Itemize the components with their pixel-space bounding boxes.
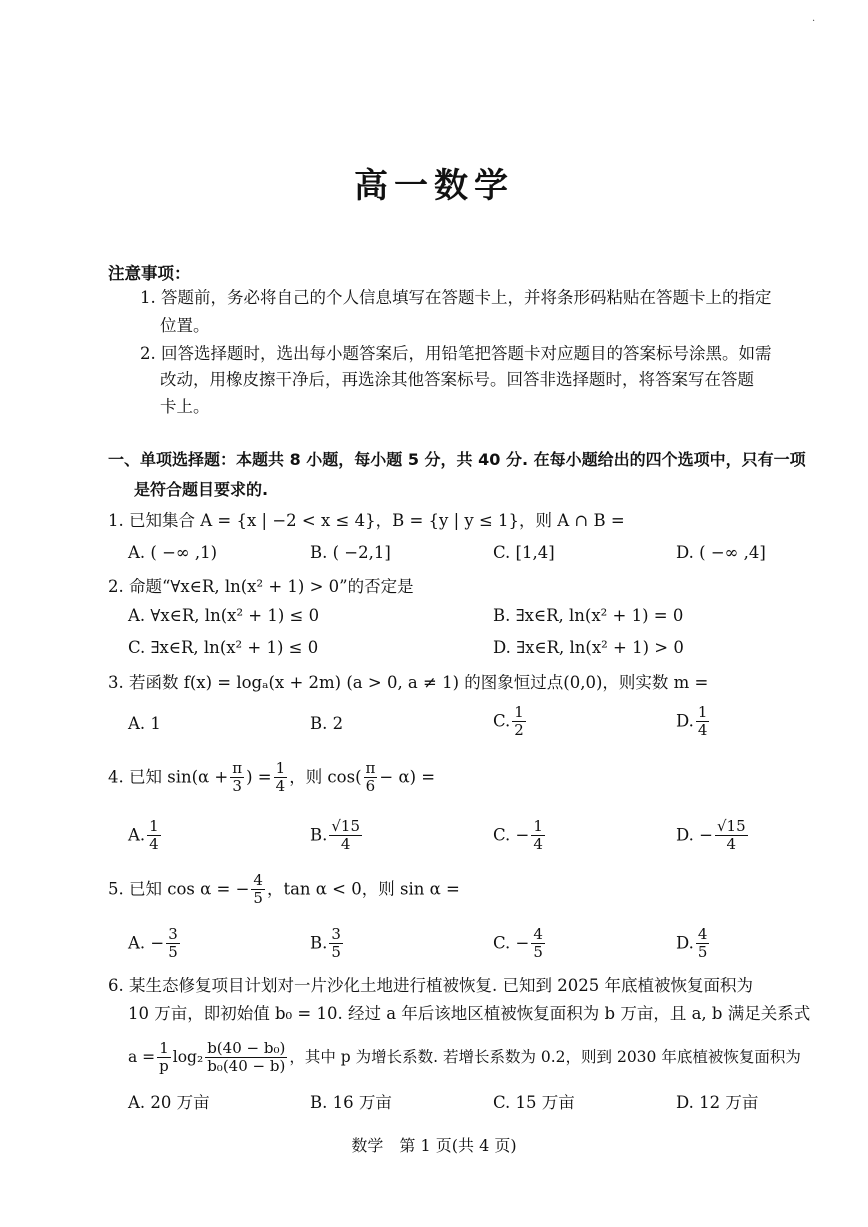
- q3-option-a: A. 1: [128, 714, 161, 733]
- section1-line2: 是符合题目要求的.: [134, 480, 269, 499]
- q5-option-a: [128, 926, 182, 962]
- q5-b-den: 5: [331, 943, 341, 962]
- q3-option-d-fraction: [696, 704, 710, 740]
- q3-option-c-label: C.: [493, 711, 511, 731]
- q3-d-den: 4: [697, 721, 708, 740]
- q5-b-num: 3: [331, 925, 341, 943]
- q6-line2: 10 万亩，即初始值 b₀ = 10. 经过 a 年后该地区植被恢复面积为 b 万亩，且 a, b 满足关系式: [128, 1004, 811, 1023]
- q4-d-den: 4: [726, 835, 737, 854]
- notice-heading: 注意事项：: [108, 264, 191, 283]
- q6-option-a: A. 20 万亩: [128, 1093, 210, 1112]
- q1-stem: 1. 已知集合 A = {x | −2 < x ≤ 4}，B = {y | y ≤ 1}，则 A ∩ B =: [108, 511, 625, 530]
- q5-c-den: 5: [533, 943, 543, 962]
- page-footer: 数学 第 1 页(共 4 页): [351, 1136, 517, 1155]
- q6-line1: 6. 某生态修复项目计划对一片沙化土地进行植被恢复. 已知到 2025 年底植被恢复面积为: [108, 976, 753, 995]
- q6-option-b: B. 16 万亩: [310, 1093, 392, 1112]
- q4-pi-over-6: [364, 760, 378, 796]
- q4-pi: π: [232, 759, 243, 777]
- q4-b-num: √15: [331, 817, 361, 835]
- q6-log-argument: [205, 1040, 287, 1076]
- section1-line1: 一、单项选择题：本题共 8 小题，每小题 5 分，共 40 分. 在每小题给出的四个选项中，只有一项: [108, 450, 806, 469]
- q4-c-fraction: [531, 818, 545, 854]
- q5-a-label: A. −: [128, 933, 165, 953]
- q4-stem-b: ) =: [246, 767, 272, 787]
- q6-f1-num: 1: [157, 1040, 171, 1058]
- q5-d-num: 4: [697, 925, 708, 943]
- q2-option-c: C. ∃x∈R, ln(x² + 1) ≤ 0: [128, 638, 319, 657]
- q5-c-label: C. −: [493, 933, 530, 953]
- q6-log: log₂: [172, 1047, 204, 1066]
- q2-option-a: A. ∀x∈R, ln(x² + 1) ≤ 0: [128, 606, 320, 625]
- q4-b-label: B.: [310, 825, 328, 845]
- q3-option-d: [676, 704, 711, 740]
- q4-d-num: √15: [716, 817, 746, 835]
- q4-pi-over-3: [230, 760, 244, 796]
- notice-item1-line1: 1. 答题前，务必将自己的个人信息填写在答题卡上，并将条形码粘贴在答题卡上的指定: [140, 288, 772, 307]
- q5-a-num: 3: [168, 925, 178, 943]
- q5-num: 4: [253, 871, 263, 889]
- q5-c-fraction: [531, 926, 545, 962]
- q3-option-b: B. 2: [310, 714, 344, 733]
- q3-d-num: 1: [697, 703, 708, 721]
- q4-b-den: 4: [340, 835, 351, 854]
- q5-a-den: 5: [168, 943, 178, 962]
- q5-b-fraction: [329, 926, 343, 962]
- q5-option-c: [493, 926, 547, 962]
- q6-formula-line: [128, 1040, 801, 1076]
- q4-four: 4: [275, 777, 286, 796]
- q5-d-fraction: [696, 926, 710, 962]
- q5-stem-a: 5. 已知 cos α = −: [108, 879, 250, 899]
- notice-item2-line3: 卡上。: [160, 397, 210, 416]
- q4-stem: [108, 760, 435, 796]
- q5-option-b: [310, 926, 345, 962]
- q3-stem: 3. 若函数 f(x) = logₐ(x + 2m) (a > 0, a ≠ 1) 的图象恒过点(0,0)，则实数 m =: [108, 673, 709, 692]
- q1-option-c: C. [1,4]: [493, 543, 555, 562]
- page-title: 高一数学: [354, 166, 514, 206]
- q1-option-d: D. ( −∞ ,4]: [676, 543, 766, 562]
- q6-f2-num: b(40 − b₀): [207, 1039, 286, 1057]
- q5-b-label: B.: [310, 933, 328, 953]
- notice-item2-line2: 改动，用橡皮擦干净后，再选涂其他答案标号。回答非选择题时，将答案写在答题: [160, 370, 754, 389]
- q1-option-a: A. ( −∞ ,1): [128, 543, 218, 562]
- q5-d-den: 5: [697, 943, 708, 962]
- q5-a-fraction: [166, 926, 180, 962]
- q5-den: 5: [253, 889, 263, 908]
- q3-c-num: 1: [514, 703, 524, 721]
- q1-option-b: B. ( −2,1]: [310, 543, 391, 562]
- q4-option-b: [310, 818, 364, 854]
- q4-one: 1: [275, 759, 286, 777]
- q4-option-c: [493, 818, 547, 854]
- q4-b-fraction: [329, 818, 362, 854]
- q4-stem-c: ，则 cos(: [289, 767, 362, 787]
- q4-c-num: 1: [533, 817, 543, 835]
- q4-d-label: D. −: [676, 825, 713, 845]
- q5-stem: [108, 872, 460, 908]
- q4-option-d: [676, 818, 750, 854]
- q6-option-c: C. 15 万亩: [493, 1093, 575, 1112]
- q2-stem: 2. 命题“∀x∈R, ln(x² + 1) > 0”的否定是: [108, 577, 414, 596]
- corner-mark: ·: [812, 16, 816, 27]
- q4-a-fraction: [147, 818, 161, 854]
- q5-stem-b: ，tan α < 0，则 sin α =: [266, 879, 460, 899]
- q4-d-fraction: [715, 818, 748, 854]
- notice-item2-line1: 2. 回答选择题时，选出每小题答案后，用铅笔把答题卡对应题目的答案标号涂黑。如需: [140, 344, 772, 363]
- q4-option-a: [128, 818, 163, 854]
- q5-d-label: D.: [676, 933, 694, 953]
- q6-f2-den: b₀(40 − b): [207, 1057, 286, 1076]
- q3-option-c-fraction: [512, 704, 526, 740]
- q4-c-label: C. −: [493, 825, 530, 845]
- q4-one-quarter: [274, 760, 288, 796]
- q2-option-b: B. ∃x∈R, ln(x² + 1) = 0: [493, 606, 684, 625]
- q5-option-d: [676, 926, 711, 962]
- notice-item1-line2: 位置。: [160, 316, 210, 335]
- q5-c-num: 4: [533, 925, 543, 943]
- q6-eq-a: a =: [128, 1047, 156, 1066]
- q4-c-den: 4: [533, 835, 543, 854]
- q4-three: 3: [232, 777, 242, 796]
- q6-option-d: D. 12 万亩: [676, 1093, 759, 1112]
- q4-a-label: A.: [128, 825, 146, 845]
- q4-a-num: 1: [149, 817, 159, 835]
- q3-option-d-label: D.: [676, 711, 694, 731]
- q4-six: 6: [365, 777, 376, 796]
- q5-fraction: [251, 872, 265, 908]
- q6-line3-rest: ，其中 p 为增长系数. 若增长系数为 0.2，则到 2030 年底植被恢复面积为: [289, 1047, 801, 1066]
- q4-pi-2: π: [365, 759, 376, 777]
- q3-option-c: [493, 704, 528, 740]
- q3-c-den: 2: [514, 721, 524, 740]
- q6-one-over-p: [157, 1040, 171, 1076]
- q4-a-den: 4: [149, 835, 159, 854]
- q6-f1-den: p: [159, 1057, 169, 1076]
- q4-stem-d: − α) =: [379, 767, 436, 787]
- q4-stem-a: 4. 已知 sin(α +: [108, 767, 229, 787]
- q2-option-d: D. ∃x∈R, ln(x² + 1) > 0: [493, 638, 684, 657]
